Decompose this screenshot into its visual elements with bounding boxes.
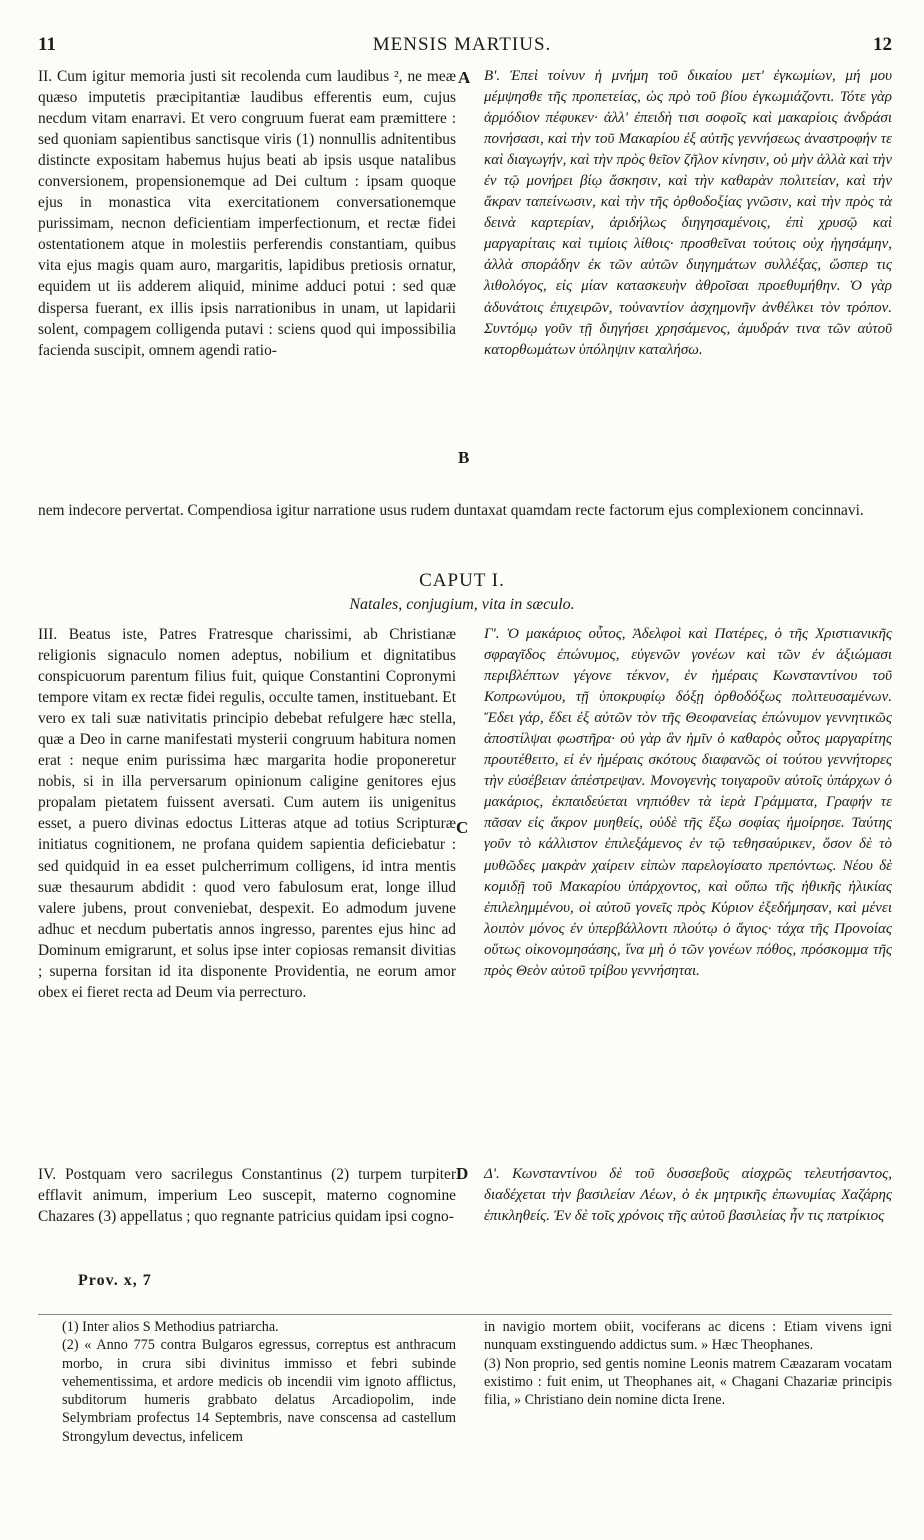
greek-column-section-4: [484, 1164, 892, 1227]
footnote-divider: [38, 1314, 892, 1315]
running-title: MENSIS MARTIUS.: [372, 34, 552, 55]
latin-paragraph-3: III. Beatus iste, Patres Fratresque charissimi, ab Christianæ religionis signaculo nomen adeptus, nobilium et dignitatibus conspicuorum parentum filius fuit, quique Constantini Copronymi tempore vitam ex rectæ fidei regulis, occulte tamen, instituebant. Et vero ex tali suæ nativitatis principio debebat refulgere hæc stella, quæ a Deo in carne manifestati mysterii congruum habitura nomen erat : neque enim purissima hæc margarita hodie proponeretur nobis, si in illa perversarum opinionum caligine genitores ejus propalam pietatem fuissent aversati. Cum autem iis unigenitus esset, a puero divinas edoctus Litteras atque ad totius Scripturæ initiatus cognitionem, ne profana quidem sapientia deficiebatur : sed quidquid in ea esset pulcherrimum colligens, id intra mentis suæ thesaurum abdidit : quod vero fabulosum erat, longe illud valere jubens, prout conveniebat, despexit. Eo admodum juvene adhuc et necdum pubertatis annos ingresso, parentes ejus hinc ad Dominum emigrarunt, et solus ipse inter copiosas remansit divitias ; superna forsitan id ita disponente Providentia, ne eorum amor obex ei fieret recta ad Deum via perrecturo.: [38, 626, 456, 1001]
column-marker-d: D: [456, 1164, 469, 1183]
column-marker-b: B: [458, 448, 470, 467]
chapter-title: CAPUT I.: [419, 570, 505, 591]
greek-paragraph-4: Δ'. Κωνσταντίνου δὲ τοῦ δυσσεβοῦς αἰσχρῶς τελευτήσαντος, διαδέχεται τὴν βασιλείαν Λέων, ὁ ἐκ μητρικῆς ἐπωνυμίας Χαζάρης ἐπικληθείς. Ἐν δὲ τοῖς χρόνοις τῆς αὐτοῦ βασιλείας ἦν τις πατρίκιος: [484, 1166, 892, 1225]
page-number-right: 12: [873, 34, 892, 55]
greek-paragraph-2: Β'. Ἐπεὶ τοίνυν ἡ μνήμη τοῦ δικαίου μετ' ἐγκωμίων, μή μου μέμψησθε τῆς προπετείας, ὡς πρὸ τοῦ βίου ἐγκωμιάζοντι. Τότε γὰρ ἁρμόδιον πέφυκεν· ἀλλ' ἐπειδὴ τισι σοφοῖς καὶ μακαρίοις ἀνδράσι πονήσασι, καὶ τὴν τοῦ Μακαρίου ἐξ αὐτῆς γεννήσεως ἀναστροφήν τε καὶ διαγωγήν, καὶ τὴν πρὸς θεῖον ζῆλον κίνησιν, οὐ μὴν ἀλλὰ καὶ τὴν ἐν τῷ μονήρει βίῳ ἄσκησιν, καὶ τὴν καθαρὰν πολιτείαν, καὶ τὴν ἄκραν ταπείνωσιν, καὶ τὴν τῆς ὀρθοδοξίας γνῶσιν, καὶ τὴν πρὸς τὰ δεινὰ καρτερίαν, ἀριδήλως διηγησαμένοις, ἐπὶ χρυσῷ καὶ μαργαρίταις καὶ τιμίοις λίθοις· προσθεῖναι τούτοις οὐχ ἡγησάμην, ἀλλὰ σποράδην ἐκ τῶν αὐτῶν διηγημάτων συλλέξας, ὥσπερ τις λιθολόγος, εἰς μίαν κατασκευὴν ἀθροῖσαι προεθυμήθην. Ὁ γὰρ ἀδυνάτοις ἐπιχειρῶν, τοὐναντίον ἀσχημονῆν ἀνθέλκει τὸν τρόπον. Συντόμῳ γοῦν τῇ διηγήσει χρησάμενος, ἀμυδράν τινα τῶν αὐτοῦ κατορθωμάτων ὑπόληψιν καταλήσω.: [484, 68, 892, 358]
marginal-reference: Prov. x, 7: [78, 1272, 152, 1289]
greek-column-section-2: [484, 66, 892, 361]
latin-paragraph-2-continuation: nem indecore pervertat. Compendiosa igitur narratione usus rudem duntaxat quamdam recte factorum ejus complexionem concinnavi.: [38, 502, 864, 519]
latin-column-section-2: [38, 66, 456, 361]
footnote-2: (2) « Anno 775 contra Bulgaros egressus, correptus est anthracum morbo, in crura sibi divinitus immisso et febri subinde vehementissima, et ardore medicis ob incendii vim ignoto afflictus, subditorum humeris grabbato delatus Arcadiopolim, inde Selymbriam profectus 14 Septembris, nave conscensa ad castellum Strongylum devectus, infelicem: [62, 1337, 456, 1445]
column-marker-c: C: [456, 818, 469, 837]
footnotes-right: [484, 1318, 892, 1409]
latin-paragraph-4: IV. Postquam vero sacrilegus Constantinus (2) turpem turpiter efflavit animum, imperium Leo suscepit, materno cognomine Chazares (3) appellatus ; quo regnante patricius quidam ipsi cogno-: [38, 1166, 456, 1226]
running-head: [30, 34, 894, 58]
footnote-3: (3) Non proprio, sed gentis nomine Leonis matrem Cæazaram vocatam existimo : fuit enim, ut Theophanes ait, « Chagani Chazariæ principis filia, » Christiano dein nomine dicta Irene.: [484, 1355, 892, 1409]
footnote-2-continuation: in navigio mortem obiit, vociferans ac dicens : Etiam vivens igni nunquam exstinguendo addictus sum. » Hæc Theophanes.: [484, 1319, 892, 1354]
footnotes-left: [62, 1318, 456, 1446]
full-width-continuation: [38, 500, 892, 521]
greek-column-section-3: [484, 624, 892, 982]
page-number-left: 11: [38, 34, 56, 55]
chapter-subtitle: Natales, conjugium, vita in sæculo.: [349, 596, 575, 613]
greek-paragraph-3: Γ'. Ὁ μακάριος οὗτος, Ἀδελφοὶ καὶ Πατέρες, ὁ τῆς Χριστιανικῆς σφραγῖδος ἐπώνυμος, εὐγενῶν γονέων καὶ τῶν ἐν ἀξιώμασι περιβλέπτων γέγονε τέκνον, ἐν ἡμέραις Κωνσταντίνου τοῦ Κοπρωνύμου, τῇ ὑποκρυφίῳ δόξῃ ὀρθοδόξως πολιτευσαμένων. Ἔδει γάρ, ἔδει ἐξ αὐτῶν τὸν τῆς Θεοφανείας ἐπώνυμον γεννητικῶς ἀποστίλψαι φωστῆρα· οὐ γὰρ ἂν ἡμῖν ὁ καθαρὸς οὗτος μαργαρίτης προυτέθειτο, εἰ ἐν ἡμέραις σκότους διαφανῶς οἱ τούτου γεννήτορες τὴν εὐσέβειαν ἀπέστρεψαν. Μονογενὴς τοιγαροῦν αὐτοῖς ὑπάρχων ὁ μακάριος, ἐκπαιδεύεται νηπιόθεν τὰ ἱερὰ Γράμματα, Γραφήν τε πᾶσαν εἰς ἄκρον μυηθείς, οὐδὲ τῆς ἔξω σοφίας ἠμοίρησε. Ταύτης γοῦν τὸ κάλλιστον ἐπιλεξάμενος ἐν τῷ τεθησαύρικεν, ὅσον δὲ τὸ μυθῶδες μακρὰν χαίρειν εἰπὼν παρελογίσατο πρεπόντως. Νέου δὲ κομιδῇ τοῦ Μακαρίου ὑπάρχοντος, καὶ οὔπω τῆς ἠθικῆς ἡλικίας ἐπιλελημμένου, οἱ αὐτοῦ γονεῖς πρὸς Κύριον ἐξεδήμησαν, καὶ μένει λοιπὸν μόνος ἐν ὑπερβάλλοντι πλούτῳ ὁ ἅγιος· τάχα τῆς Προνοίας οὕτως οἰκονομησάσης, ἵνα μὴ ὁ τῶν γονέων πόθος, πρόσκομμα τῆς πρὸς Θεὸν αὐτοῦ τρίβου γεννήσηται.: [484, 626, 892, 979]
latin-column-section-3: [38, 624, 456, 1003]
footnote-1: (1) Inter alios S Methodius patriarcha.: [62, 1319, 279, 1335]
column-marker-a: A: [458, 68, 471, 87]
latin-column-section-4: [38, 1164, 456, 1227]
latin-paragraph-2: II. Cum igitur memoria justi sit recolenda cum laudibus ², ne meæ quæso imputetis præcipitantiæ laudibus efferentis eum, cujus necdum vitam enarravi. Et vero congruum fuerat eam præmittere : sed quoniam sapientibus sanctisque viris (1) nonnullis adnitentibus distincte expositam habemus hujus beati ab ipsis usque natalibus conversionem, propensionemque ad Dei cultum : ipsam quoque ejus in monastica vita exercitationem conversationemque purissimam, necnon deficientiam imperfectionum, et rectæ fidei ostentationem atque in molestiis perferendis constantiam, quibus vita ejus magis quam auro, margaritis, lapidibus pretiosis ornatur, equidem ut iis adderem aliquid, minime adduci potui : sed quæ dispersa fuerant, ex illis ipsis narrationibus in unam, ut lapidarii solent, compagem colligenda putavi : sciens quod qui impossibilia facienda suscipit, omnem agendi ratio-: [38, 68, 456, 359]
